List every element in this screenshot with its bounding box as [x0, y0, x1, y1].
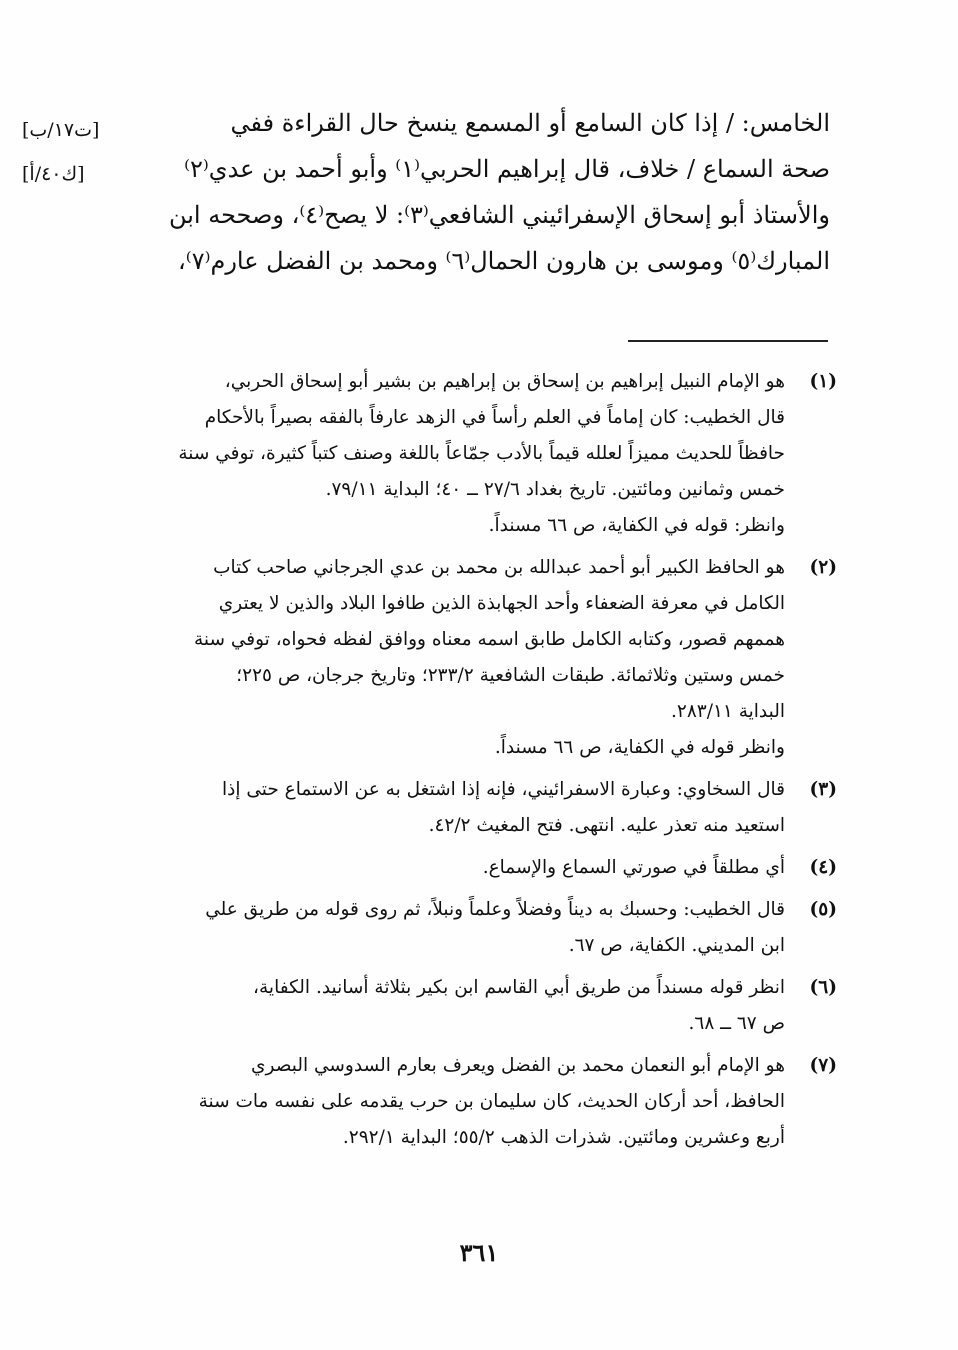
footnote-number: (٣) — [809, 779, 837, 800]
footnote-line: الحافظ، أحد أركان الحديث، كان سليمان بن حرب يقدمه على نفسه مات سنة — [198, 1091, 785, 1112]
footnote — [132, 850, 837, 886]
footnote — [132, 892, 837, 964]
footnote-line: هو الإمام أبو النعمان محمد بن الفضل ويعرف بعارم السدوسي البصري — [251, 1055, 785, 1076]
page-number: ٣٦١ — [459, 1238, 499, 1267]
margin-references — [22, 108, 126, 196]
main-line: والأستاذ أبو إسحاق الإسفرائيني الشافعي⁽٣⁾: لا يصح⁽٤⁾، وصححه ابن — [168, 201, 830, 229]
footnote — [132, 550, 837, 766]
margin-ref: [ت١٧/ب] — [22, 119, 100, 141]
footnote-line: انظر قوله مسنداً من طريق أبي القاسم ابن بكير بثلاثة أسانيد. الكفاية، — [253, 977, 785, 998]
footnote-body — [132, 850, 785, 886]
footnote-body — [132, 892, 785, 964]
footnote-number: (١) — [809, 371, 837, 392]
footnote-body — [132, 772, 785, 844]
footnote-number: (٥) — [809, 899, 837, 920]
footnote-line: البداية ٢٨٣/١١. — [671, 701, 785, 722]
footnote-line: أي مطلقاً في صورتي السماع والإسماع. — [482, 857, 785, 878]
footnote-number: (٦) — [809, 977, 837, 998]
footnote — [132, 364, 837, 544]
footnote-line: ابن المديني. الكفاية، ص ٦٧. — [568, 935, 785, 956]
footnote-number: (٤) — [809, 857, 837, 878]
footnote-body — [132, 550, 785, 766]
footnote-line: خمس وستين وثلاثمائة. طبقات الشافعية ٢٣٣/٢؛ وتاريخ جرجان، ص ٢٢٥؛ — [236, 665, 785, 686]
footnote-line: وانظر: قوله في الكفاية، ص ٦٦ مسنداً. — [488, 515, 785, 536]
footnote-line: الكامل في معرفة الضعفاء وأحد الجهابذة الذين طافوا البلاد والذين لا يعتري — [218, 593, 785, 614]
footnote-line: وانظر قوله في الكفاية، ص ٦٦ مسنداً. — [494, 737, 785, 758]
footnote-line: هو الحافظ الكبير أبو أحمد عبدالله بن محمد بن عدي الجرجاني صاحب كتاب — [213, 557, 785, 578]
footnote-separator — [628, 340, 828, 342]
footnote-body — [132, 970, 785, 1042]
footnote-number: (٧) — [809, 1055, 837, 1076]
footnote-line: هو الإمام النبيل إبراهيم بن إسحاق بن إبراهيم بن بشير أبو إسحاق الحربي، — [224, 371, 785, 392]
footnote-body — [132, 364, 785, 544]
footnote-body — [132, 1048, 785, 1156]
footnote-line: قال السخاوي: وعبارة الاسفرائيني، فإنه إذا اشتغل به عن الاستماع حتى إذا — [221, 779, 785, 800]
margin-ref: [ك٤٠/أ] — [22, 163, 85, 185]
footnote-line: قال الخطيب: وحسبك به ديناً وفضلاً وعلماً ونبلاً، ثم روى قوله من طريق علي — [205, 899, 785, 920]
footnote — [132, 970, 837, 1042]
main-line: صحة السماع / خلاف، قال إبراهيم الحربي⁽١⁾ وأبو أحمد بن عدي⁽٢⁾ — [184, 155, 830, 183]
footnote-line: ص ٦٧ ــ ٦٨. — [688, 1013, 785, 1034]
footnotes — [132, 364, 837, 1162]
footnote-number: (٢) — [809, 557, 837, 578]
footnote-line: خمس وثمانين ومائتين. تاريخ بغداد ٢٧/٦ ــ ٤٠؛ البداية ٧٩/١١. — [325, 479, 785, 500]
footnote-line: هممهم قصور، وكتابه الكامل طابق اسمه معناه ووافق لفظه فحواه، توفي سنة — [193, 629, 785, 650]
footnote-line: قال الخطيب: كان إماماً في العلم رأساً في الزهد عارفاً بالفقه بصيراً بالأحكام — [204, 407, 785, 428]
main-line: الخامس: / إذا كان السامع أو المسمع ينسخ حال القراءة ففي — [230, 109, 830, 137]
footnote — [132, 1048, 837, 1156]
footnote-line: حافظاً للحديث مميزاً لعلله قيماً بالأدب جمّاعاً باللغة وصنف كتباً كثيرة، توفي سنة — [178, 443, 785, 464]
footnote — [132, 772, 837, 844]
main-line: المبارك⁽٥⁾ وموسى بن هارون الحمال⁽٦⁾ ومحمد بن الفضل عارم⁽٧⁾، — [178, 247, 830, 275]
footnote-line: استعيد منه تعذر عليه. انتهى. فتح المغيث ٤٢/٢. — [428, 815, 785, 836]
footnote-line: أربع وعشرين ومائتين. شذرات الذهب ٥٥/٢؛ البداية ٢٩٢/١. — [342, 1127, 785, 1148]
main-text — [130, 100, 830, 284]
